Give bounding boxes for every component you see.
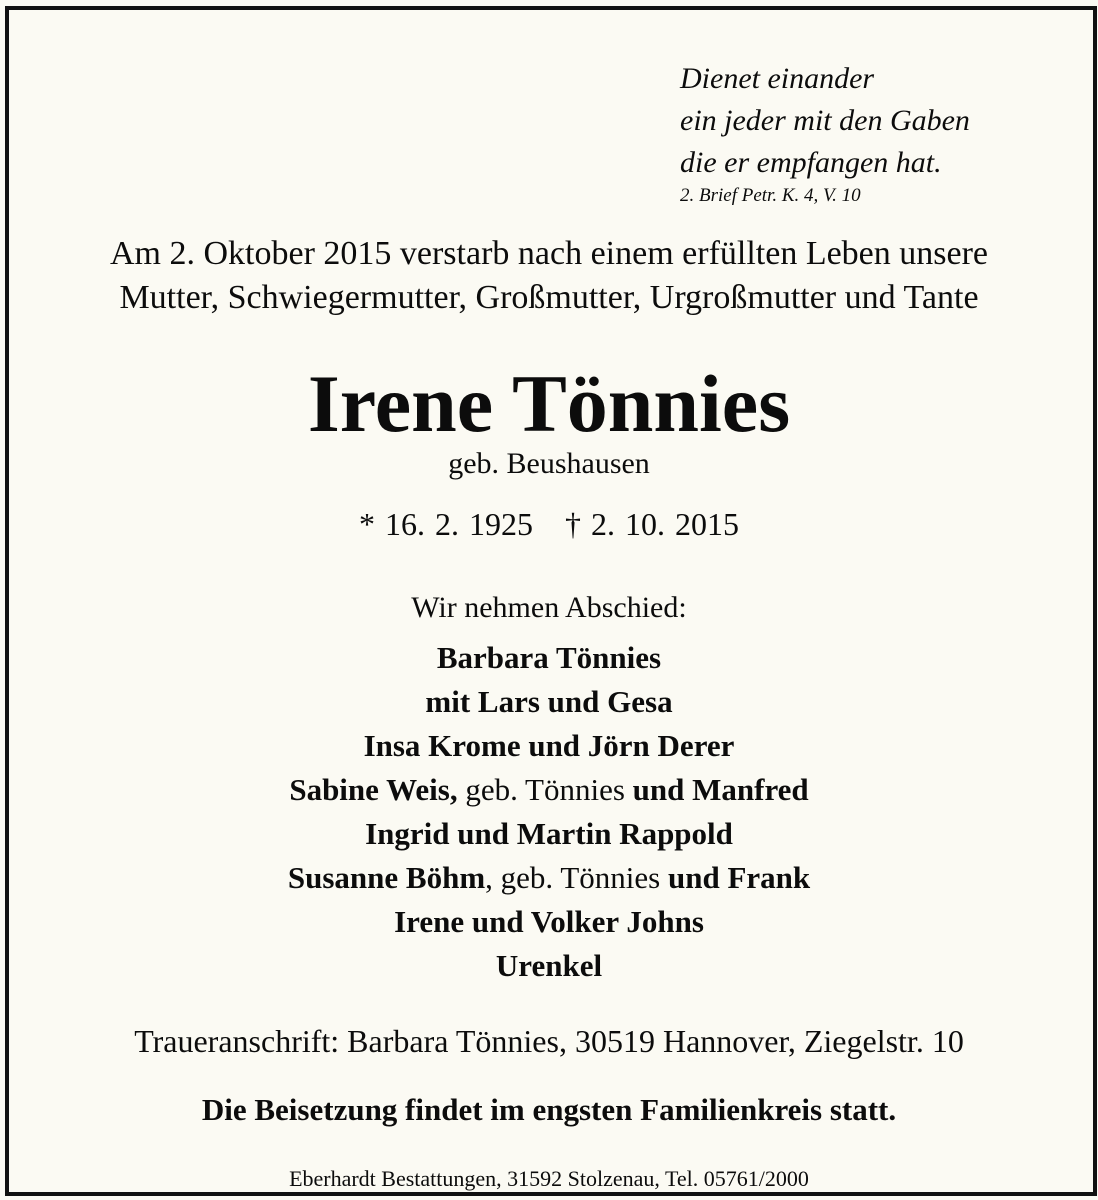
verse-line: ein jeder mit den Gaben xyxy=(680,104,970,137)
death-date: † 2. 10. 2015 xyxy=(565,506,739,542)
burial-note: Die Beisetzung findet im engsten Familienkreis statt. xyxy=(201,1092,897,1127)
mourning-address: Traueranschrift: Barbara Tönnies, 30519 Hannover, Ziegelstr. 10 xyxy=(134,1023,964,1059)
funeral-home-footer xyxy=(0,1164,1098,1194)
mourner-row xyxy=(0,768,1098,812)
mourner-row: Insa Krome und Jörn Derer xyxy=(363,728,735,763)
mourner-row xyxy=(0,856,1098,900)
mourner-row: Irene und Volker Johns xyxy=(394,904,704,939)
funeral-home-text: Eberhardt Bestattungen, 31592 Stolzenau, Tel. 05761/2000 xyxy=(279,1166,819,1191)
mourner-partner: und Frank xyxy=(667,860,811,895)
farewell-heading: Wir nehmen Abschied: xyxy=(411,591,687,624)
mourner-partner: und Manfred xyxy=(632,772,809,807)
deceased-name: Irene Tönnies xyxy=(307,358,791,449)
announcement-line: Am 2. Oktober 2015 verstarb nach einem erfüllten Leben unsere xyxy=(109,235,989,272)
mourner-name: Sabine Weis, xyxy=(289,772,458,807)
mourner-row: Ingrid und Martin Rappold xyxy=(365,816,733,851)
bible-verse xyxy=(680,58,970,208)
mourner-row: Urenkel xyxy=(495,948,603,983)
birth-date: * 16. 2. 1925 xyxy=(359,506,533,542)
mourners-list xyxy=(0,636,1098,988)
verse-line: Dienet einander xyxy=(680,62,875,95)
birth-name: geb. Beushausen xyxy=(448,447,650,480)
mourner-maiden-name: , geb. Tönnies xyxy=(485,860,668,895)
death-announcement xyxy=(0,232,1098,320)
life-dates xyxy=(0,504,1098,544)
verse-reference: 2. Brief Petr. K. 4, V. 10 xyxy=(680,185,861,206)
mourner-row: Barbara Tönnies xyxy=(436,640,662,675)
mourner-name: Susanne Böhm xyxy=(287,860,486,895)
verse-line: die er empfangen hat. xyxy=(680,146,942,179)
announcement-line: Mutter, Schwiegermutter, Großmutter, Urgroßmutter und Tante xyxy=(119,279,979,316)
mourner-maiden-name: geb. Tönnies xyxy=(457,772,633,807)
mourner-row: mit Lars und Gesa xyxy=(425,684,673,719)
